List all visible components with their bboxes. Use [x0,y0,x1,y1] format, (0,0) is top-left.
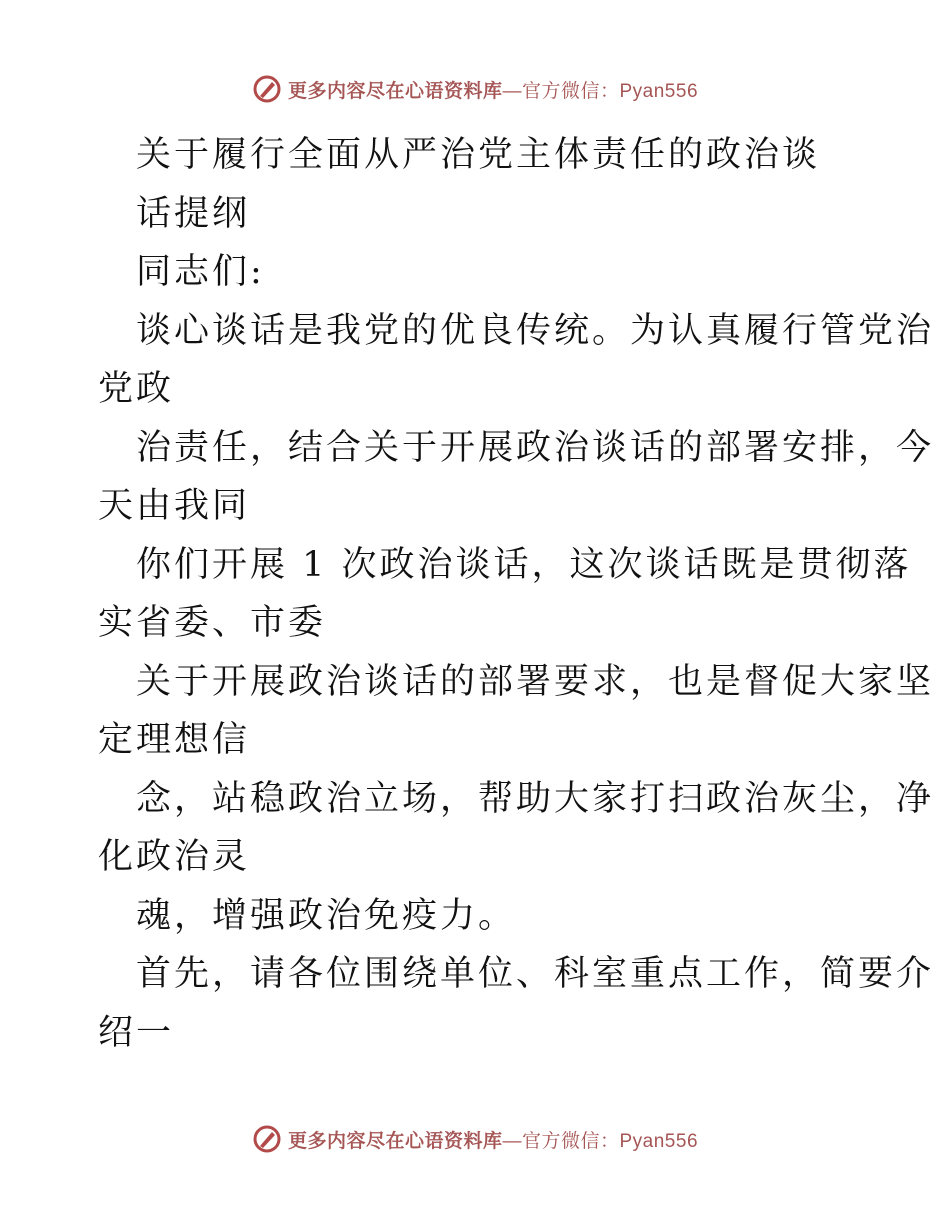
watermark-header [0,74,950,104]
text-line: 念，站稳政治立场，帮助大家打扫政治灰尘，净 [136,778,935,819]
text-line: 党政 [98,369,175,409]
text-line: 关于履行全面从严治党主体责任的政治谈 [136,135,821,175]
text-line: 天由我同 [98,486,251,526]
text-line: 同志们: [136,252,265,292]
watermark-footer [0,1124,950,1154]
document-body [98,126,935,1062]
watermark-brand: 更多内容尽在心语资料库 [287,79,503,102]
text-line: 谈心谈话是我党的优良传统。为认真履行管党治 [136,310,935,351]
text-line: 关于开展政治谈话的部署要求，也是督促大家坚 [136,661,935,702]
quill-logo-icon [252,74,282,104]
text-line: 定理想信 [98,720,251,760]
text-line: 首先，请各位围绕单位、科室重点工作，简要介 [136,954,935,994]
text-line: 你们开展 1 次政治谈话，这次谈话既是贯彻落 [136,544,912,585]
quill-logo-icon [252,1124,282,1154]
text-line: 魂，增强政治免疫力。 [136,895,517,936]
text-line: 治责任，结合关于开展政治谈话的部署安排，今 [136,427,935,468]
text-line: 实省委、市委 [98,603,327,643]
watermark-contact: —官方微信：Pyan556 [502,1130,699,1152]
watermark-brand: 更多内容尽在心语资料库 [287,1129,503,1152]
text-line: 化政治灵 [98,837,251,877]
watermark-contact: —官方微信：Pyan556 [502,80,699,102]
text-line: 绍一 [98,1012,175,1053]
text-line: 话提纲 [136,193,251,234]
